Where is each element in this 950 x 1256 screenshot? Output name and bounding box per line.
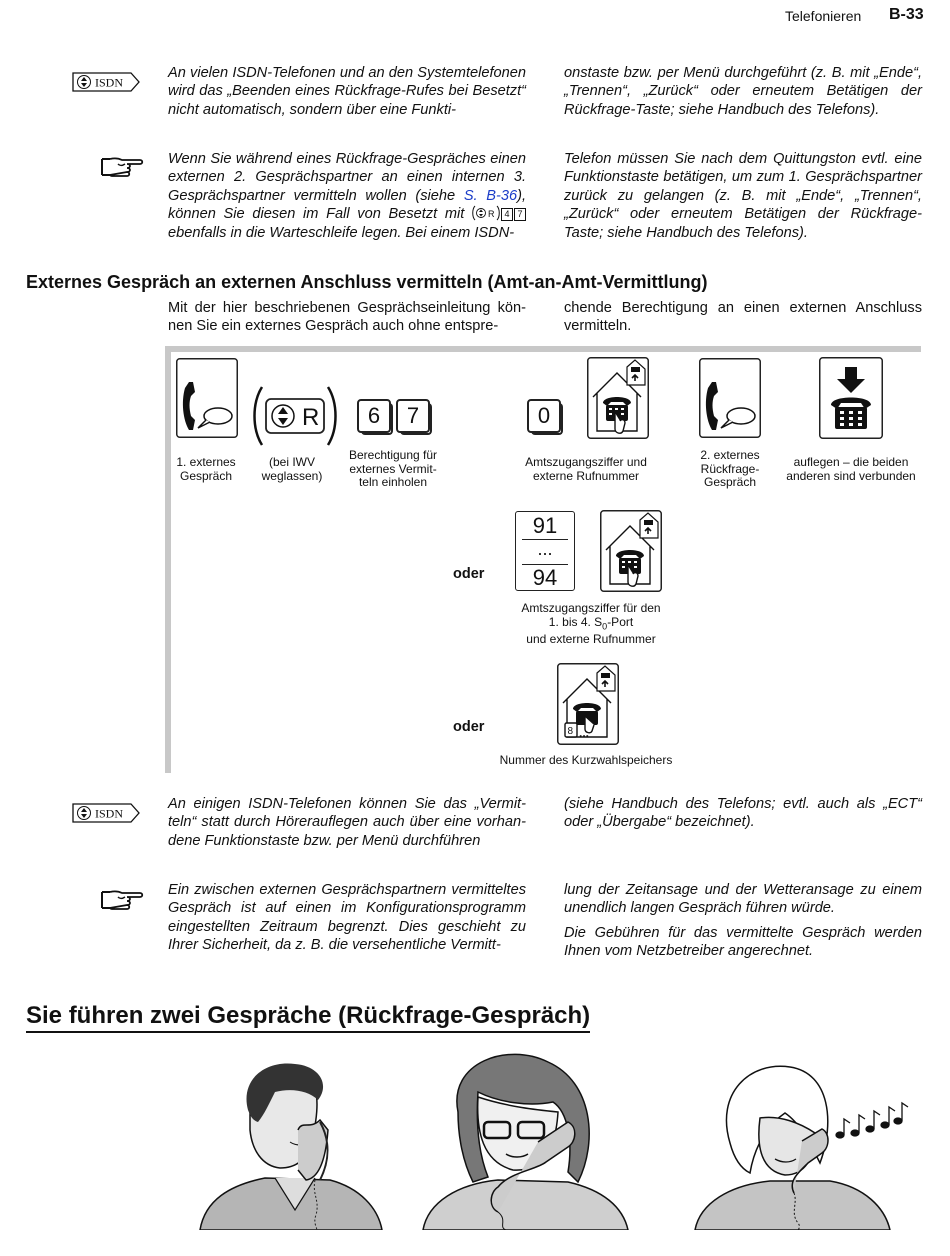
man-on-phone-illustration — [180, 1060, 385, 1230]
oder-label-1: oder — [453, 566, 485, 582]
isdn-note-1-right: onstaste bzw. per Menü durchgeführt (z. B. mit „Ende“, „Trennen“, „Zurück“ oder erneutem Betätigen der Rückfrage-Taste; siehe Handbuch des Telefons). — [564, 65, 922, 118]
caption-2: (bei IWV weglassen) — [261, 455, 323, 483]
house-phone-speed-dial-icon — [557, 663, 619, 745]
hand-note-1-left: Wenn Sie während eines Rückfrage-Gespräches einen externen 2. Gesprächspartner an einen internen 3. Gesprächspartner vermitteln wollen (siehe S. B-36), können Sie diesen im Fall von Besetzt mit R 4 7 ebenfalls in die Warteschleife legen. Bei einem ISDN- — [168, 151, 527, 241]
r-key-icon — [252, 385, 338, 447]
isdn-note-2-right: (siehe Handbuch des Telefons; evtl. auch als „ECT“ oder „Übergabe“ bezeichnet). — [564, 796, 922, 831]
inline-key-4: 4 — [501, 208, 513, 221]
key-7: 7 — [396, 399, 430, 433]
inline-r-label: R — [488, 209, 495, 220]
woman-glasses-on-phone-illustration — [418, 1052, 633, 1230]
caption-6: auflegen – die beiden anderen sind verbunden — [786, 455, 916, 483]
pointing-hand-icon — [100, 155, 144, 179]
isdn-tag-label: ISDN — [95, 75, 124, 90]
inline-r-key-icon — [472, 205, 500, 221]
number-range-box — [515, 511, 575, 591]
isdn-tag-label-2: ISDN — [95, 806, 124, 821]
hang-up-icon — [819, 357, 883, 439]
phone-speech-icon — [176, 358, 238, 438]
speed-dial-key: 8 — [567, 726, 574, 737]
caption-4: Amtszugangsziffer und externe Rufnummer — [525, 455, 647, 483]
page-number: B-33 — [889, 6, 924, 23]
num-bottom: 94 — [532, 565, 558, 590]
num-mid: ... — [537, 539, 553, 559]
isdn-note-1-left: An vielen ISDN-Telefonen und an den Systemtelefonen wird das „Beenden eines Rückfrage-Rufes bei Besetzt“ nicht automatisch, sondern über eine Funkti- — [168, 65, 526, 118]
inline-key-7: 7 — [514, 208, 526, 221]
num-top: 91 — [532, 513, 558, 538]
isdn-tag-icon — [71, 71, 141, 93]
caption-8: Nummer des Kurzwahlspeichers — [499, 753, 673, 767]
house-phone-icon — [587, 357, 649, 439]
isdn-tag-icon-2 — [71, 802, 141, 824]
oder-label-2: oder — [453, 719, 485, 735]
phone-speech-icon-2 — [699, 358, 761, 438]
hand-note-2-right: lung der Zeitansage und der Wetteransage zu einem unendlich langen Gespräch führen würde. Die Gebühren für das vermittelte Gespräch werden Ihnen vom Netzbetreiber angerechnet. — [564, 882, 922, 960]
caption-5: 2. externes Rückfrage-Gespräch — [700, 448, 760, 489]
speed-dial-dots: ... — [579, 726, 590, 740]
hand-note-2-left: Ein zwischen externen Gesprächspartnern vermitteltes Gespräch ist auf einen im Konfigurationsprogramm eingestellten Zeitraum begrenzt. Dies geschieht zu Ihrer Sicherheit, da z. B. die versehentliche Vermitt- — [168, 882, 526, 954]
key-0: 0 — [527, 399, 561, 433]
intro-left: Mit der hier beschriebenen Gesprächseinleitung können Sie ein externes Gespräch auch ohne entspre- — [168, 300, 526, 335]
section-heading-rueckfrage: Sie führen zwei Gespräche (Rückfrage-Gespräch) — [26, 1002, 590, 1033]
r-key-label: R — [302, 404, 320, 431]
key-6: 6 — [357, 399, 391, 433]
caption-1: 1. externes Gespräch — [176, 455, 236, 483]
intro-right: chende Berechtigung an einen externen Anschluss vermitteln. — [564, 300, 922, 335]
caption-7: Amtszugangsziffer für den 1. bis 4. $S_0$-Port und externe Rufnummer — [521, 601, 661, 647]
running-header-section: Telefonieren — [785, 8, 862, 24]
section-heading-amt-an-amt: Externes Gespräch an externen Anschluss vermitteln (Amt-an-Amt-Vermittlung) — [26, 272, 708, 292]
pointing-hand-icon-2 — [100, 888, 144, 912]
house-phone-icon-2 — [600, 510, 662, 592]
isdn-note-2-left: An einigen ISDN-Telefonen können Sie das „Vermitteln“ statt durch Hörerauflegen auch über eine vorhandene Funktionstaste bzw. per Menü durchführen — [168, 796, 526, 849]
caption-3: Berechtigung für externes Vermitteln einholen — [348, 448, 438, 489]
hand-note-1-right: Telefon müssen Sie nach dem Quittungston evtl. eine Funktionstaste betätigen, um zum 1. Gesprächspartner zurück zu gelangen (z. B. mit „Ende“, „Trennen“, „Zurück“ oder erneutem Betätigen der Rückfrage-Taste; siehe Handbuch des Telefons). — [564, 151, 922, 241]
woman-on-hold-music-illustration — [690, 1063, 915, 1230]
page-link-b36[interactable]: S. B-36 — [463, 187, 518, 204]
